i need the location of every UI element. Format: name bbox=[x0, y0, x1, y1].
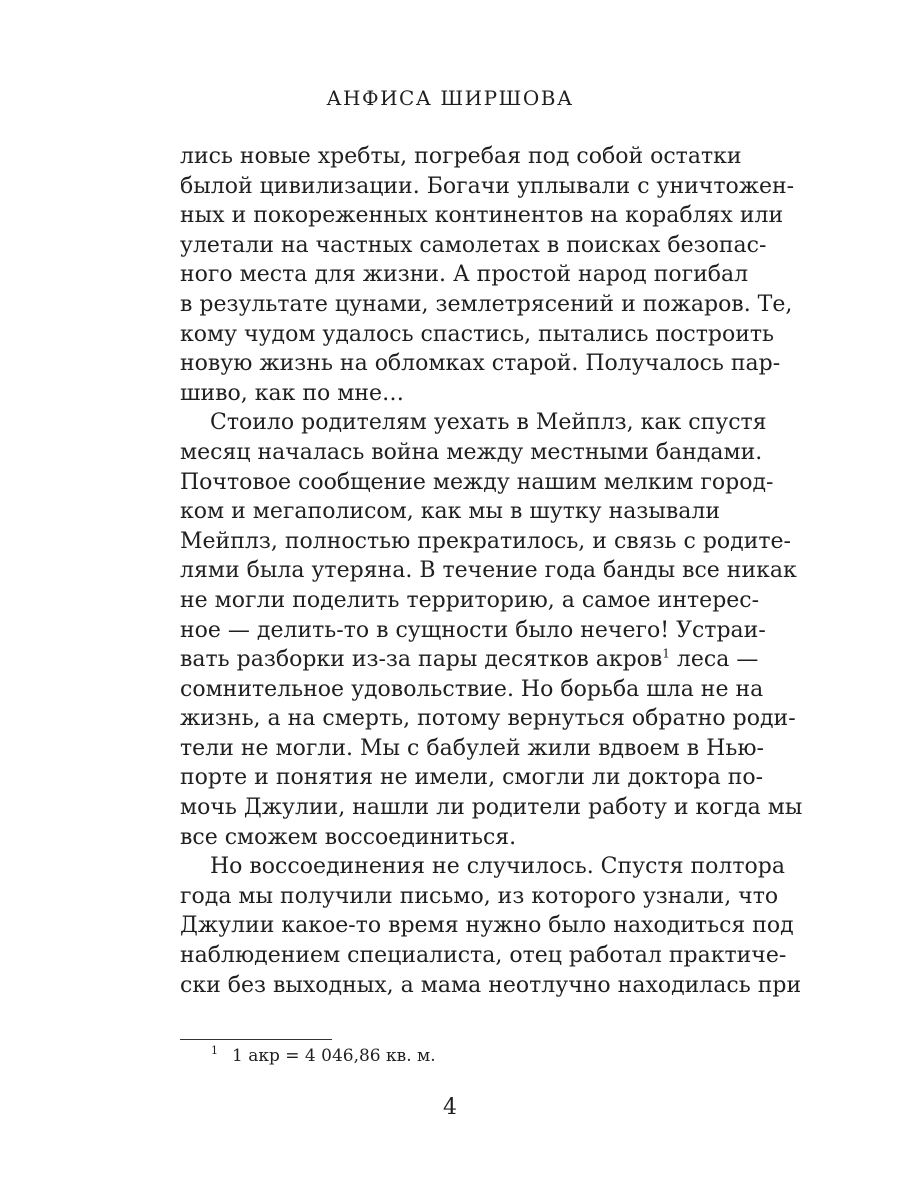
text-line: порте и понятия не имели, смогли ли доктора по- bbox=[180, 765, 764, 791]
paragraph bbox=[180, 852, 802, 1000]
footnote bbox=[180, 1044, 751, 1068]
paragraph bbox=[180, 408, 803, 852]
text-line: Джулии какое-то время нужно было находиться под bbox=[180, 913, 794, 939]
text-line: лись новые хребты, погребая под собой остатки bbox=[180, 144, 742, 169]
footnote-text: 1 акр = 4 046,86 кв. м. bbox=[232, 1046, 436, 1066]
running-head: АНФИСА ШИРШОВА bbox=[326, 86, 574, 110]
text-line: ное — делить-то в сущности было нечего! Устраи- bbox=[180, 617, 766, 643]
text-line: шиво, как по мне… bbox=[180, 380, 405, 406]
text-line: Но воссоединения не случилось. Спустя полтора bbox=[210, 854, 785, 880]
text-segment: леса — bbox=[669, 647, 759, 673]
text-line: былой цивилизации. Богачи уплывали с уничтожен- bbox=[180, 173, 795, 199]
text-line: мочь Джулии, нашли ли родители работу и когда мы bbox=[180, 795, 803, 821]
text-line: ски без выходных, а мама неотлучно находилась при bbox=[180, 972, 802, 998]
text-line: Почтовое сообщение между нашим мелким город- bbox=[180, 469, 774, 495]
footnote-mark: 1 bbox=[211, 1044, 218, 1058]
text-line: все сможем воссоединиться. bbox=[180, 824, 517, 850]
footnote-divider bbox=[180, 1039, 332, 1040]
body-text bbox=[180, 142, 803, 1000]
text-line: улетали на частных самолетах в поисках безопас- bbox=[180, 232, 767, 258]
text-line: тели не могли. Мы с бабулей жили вдвоем в Нью- bbox=[180, 735, 764, 761]
text-line: сомнительное удовольствие. Но борьба шла не на bbox=[180, 676, 764, 702]
text-line: ного места для жизни. А простой народ погибал bbox=[180, 262, 749, 288]
text-line: Мейплз, полностью прекратилось, и связь с родите- bbox=[180, 528, 791, 554]
text-segment: вать разборки из-за пары десятков акров bbox=[180, 647, 663, 673]
text-line: кому чудом удалось спастись, пытались построить bbox=[180, 321, 775, 347]
text-line: не могли поделить территорию, а самое интерес- bbox=[180, 587, 760, 613]
text-line: ком и мегаполисом, как мы в шутку называли bbox=[180, 499, 721, 525]
text-line-with-footnote bbox=[180, 645, 759, 675]
text-line: Стоило родителям уехать в Мейплз, как спустя bbox=[210, 410, 767, 436]
footnote-reference[interactable]: 1 bbox=[662, 646, 670, 661]
text-line: в результате цунами, землетрясений и пожаров. Те, bbox=[180, 291, 793, 317]
text-line: жизнь, а на смерть, потому вернуться обратно роди- bbox=[180, 706, 796, 732]
text-line: месяц началась война между местными бандами. bbox=[180, 439, 763, 465]
paragraph bbox=[180, 142, 795, 408]
text-line: наблюдением специалиста, отец работал практиче- bbox=[180, 943, 787, 969]
text-line: лями была утеряна. В течение года банды все никак bbox=[180, 558, 797, 584]
text-line: новую жизнь на обломках старой. Получалось пар- bbox=[180, 351, 781, 377]
page-number: 4 bbox=[443, 1095, 457, 1120]
text-line: ных и покореженных континентов на кораблях или bbox=[180, 203, 784, 229]
text-line: года мы получили письмо, из которого узнали, что bbox=[180, 883, 779, 909]
